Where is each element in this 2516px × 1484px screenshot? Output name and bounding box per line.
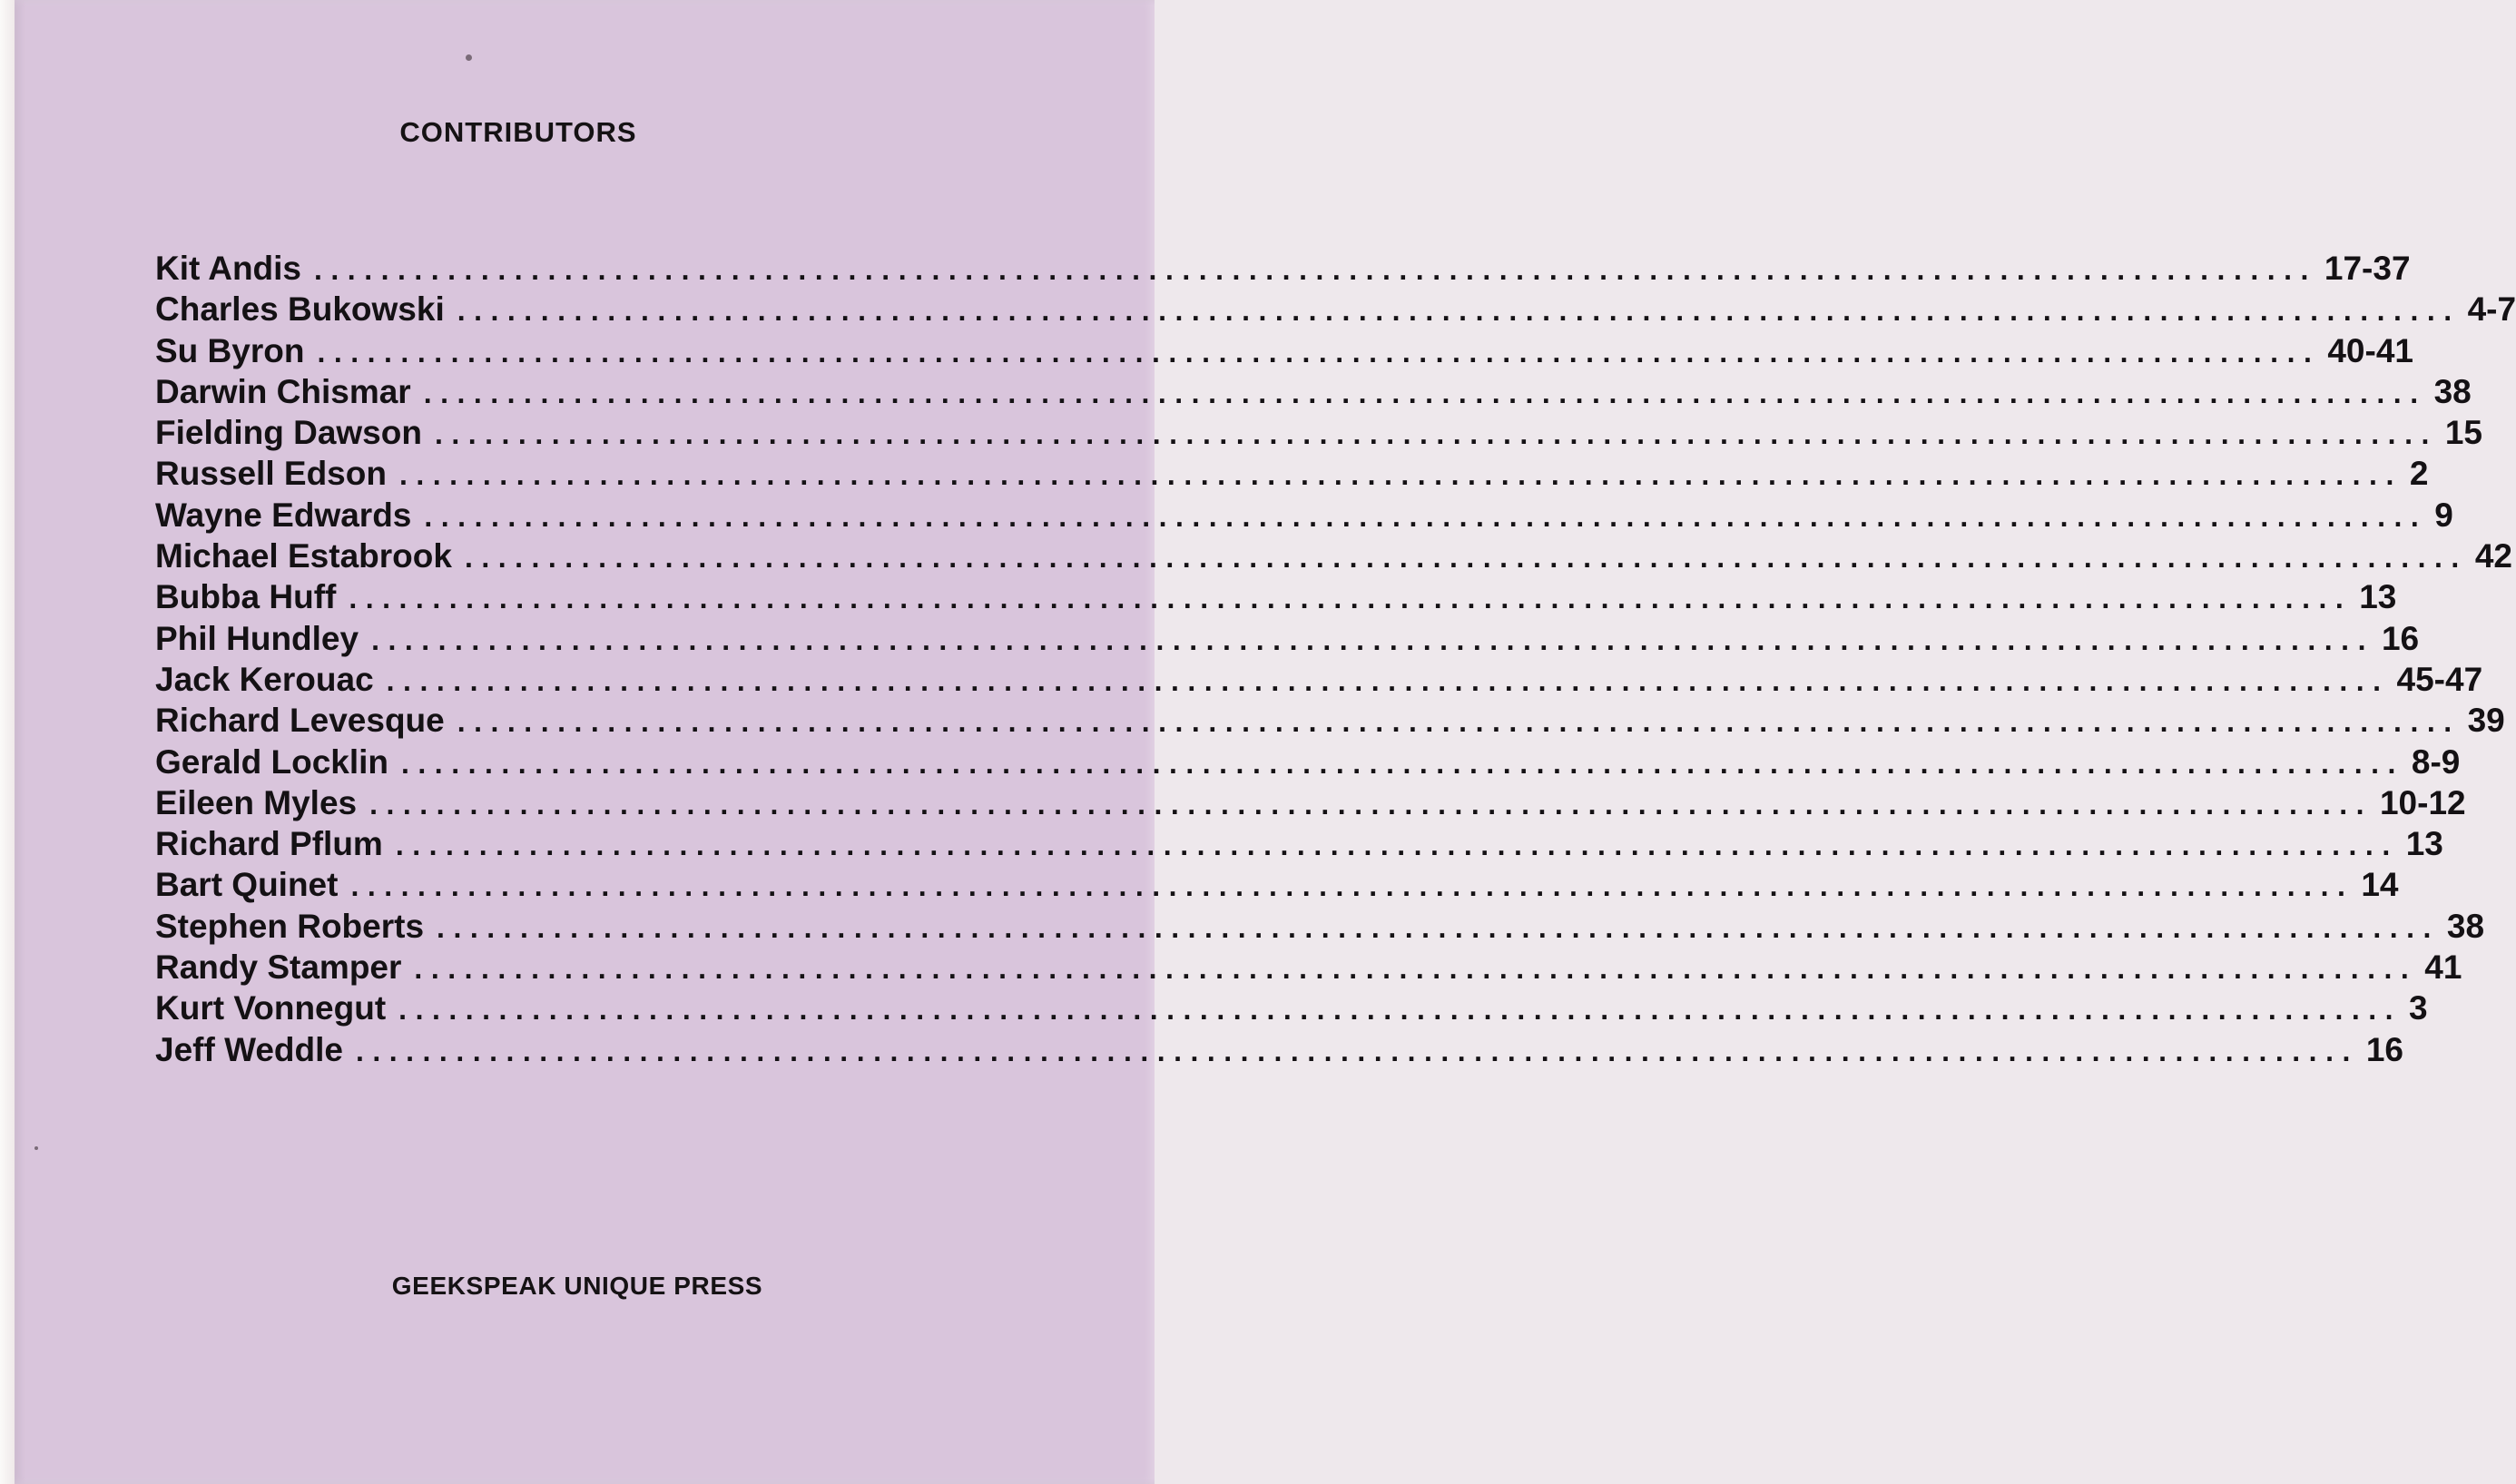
list-item bbox=[155, 702, 2505, 742]
list-item bbox=[155, 907, 2485, 948]
list-item bbox=[155, 742, 2461, 784]
page-range: 17-37 bbox=[2324, 250, 2411, 287]
list-item bbox=[155, 578, 2397, 619]
page-range: 45-47 bbox=[2396, 660, 2483, 698]
dot-leader: ........................................................................................................................ bbox=[423, 376, 2427, 409]
contributor-name: Russell Edson bbox=[155, 455, 387, 493]
dot-leader: ........................................................................................................................ bbox=[349, 582, 2353, 615]
contributor-name: Randy Stamper bbox=[155, 948, 402, 987]
list-item bbox=[155, 1030, 2403, 1072]
page-range: 15 bbox=[2444, 414, 2482, 452]
page-range: 38 bbox=[2446, 907, 2485, 945]
dot-leader: ........................................................................................................................ bbox=[395, 829, 2399, 862]
page-title: CONTRIBUTORS bbox=[399, 116, 637, 148]
page-range: 40-41 bbox=[2327, 331, 2413, 369]
dot-leader: ........................................................................................................................ bbox=[401, 746, 2404, 780]
page-range: 42 bbox=[2474, 537, 2512, 575]
dot-leader: ........................................................................................................................ bbox=[398, 993, 2403, 1027]
dot-leader: ........................................................................................................................ bbox=[414, 952, 2418, 986]
contributor-name: Kurt Vonnegut bbox=[155, 989, 387, 1027]
list-item bbox=[155, 414, 2482, 455]
dot-leader: ........................................................................................................................ bbox=[437, 910, 2440, 944]
page-range: 3 bbox=[2409, 989, 2428, 1027]
page-range: 16 bbox=[2381, 619, 2420, 657]
page-range: 4-7 bbox=[2467, 290, 2516, 329]
page-range: 8-9 bbox=[2411, 742, 2461, 781]
contributor-name: Jack Kerouac bbox=[155, 660, 374, 698]
dot-leader: ........................................................................................................................ bbox=[464, 541, 2468, 575]
page-range: 10-12 bbox=[2379, 783, 2466, 821]
page-range: 14 bbox=[2361, 866, 2399, 904]
list-item bbox=[155, 619, 2420, 661]
list-item bbox=[155, 331, 2413, 373]
list-item bbox=[155, 948, 2462, 989]
contributor-name: Michael Estabrook bbox=[155, 537, 452, 575]
contributor-name: Eileen Myles bbox=[155, 783, 358, 821]
page-range: 41 bbox=[2424, 948, 2462, 987]
contributor-name: Darwin Chismar bbox=[155, 372, 411, 410]
page-range: 13 bbox=[2405, 825, 2443, 863]
page-range: 16 bbox=[2365, 1030, 2403, 1068]
page-range: 39 bbox=[2467, 702, 2505, 740]
contributor-name: Fielding Dawson bbox=[155, 414, 422, 452]
contributor-name: Richard Pflum bbox=[155, 825, 383, 863]
list-item bbox=[155, 372, 2472, 414]
dot-leader: ........................................................................................................................ bbox=[457, 705, 2461, 739]
paper-speck bbox=[466, 54, 472, 61]
contributor-name: Gerald Locklin bbox=[155, 742, 389, 781]
publisher-name: GEEKSPEAK UNIQUE PRESS bbox=[391, 1272, 763, 1300]
list-item bbox=[155, 537, 2512, 578]
contributor-name: Phil Hundley bbox=[155, 619, 359, 657]
list-item bbox=[155, 866, 2399, 907]
book-spine-edge bbox=[0, 0, 15, 1484]
dot-leader: ........................................................................................................................ bbox=[350, 870, 2354, 903]
contributor-name: Stephen Roberts bbox=[155, 907, 425, 945]
contributor-name: Kit Andis bbox=[155, 250, 302, 287]
list-item bbox=[155, 496, 2453, 537]
contributor-name: Bubba Huff bbox=[155, 578, 337, 616]
dot-leader: ........................................................................................................................ bbox=[386, 663, 2390, 697]
dot-leader: ........................................................................................................................ bbox=[371, 623, 2374, 656]
contributor-name: Richard Levesque bbox=[155, 702, 445, 740]
list-item bbox=[155, 989, 2428, 1030]
contributor-name: Su Byron bbox=[155, 331, 305, 369]
page-range: 2 bbox=[2409, 455, 2429, 493]
contributors-list bbox=[155, 250, 2516, 1072]
contributor-name: Wayne Edwards bbox=[155, 496, 412, 534]
dot-leader: ........................................................................................................................ bbox=[424, 499, 2428, 533]
page-range: 38 bbox=[2433, 372, 2472, 410]
dot-leader: ........................................................................................................................ bbox=[317, 335, 2321, 369]
page-range: 13 bbox=[2359, 578, 2397, 616]
dot-leader: ........................................................................................................................ bbox=[457, 294, 2461, 328]
list-item bbox=[155, 825, 2443, 866]
dot-leader: ........................................................................................................................ bbox=[314, 253, 2317, 286]
contributor-name: Bart Quinet bbox=[155, 866, 339, 904]
list-item bbox=[155, 455, 2429, 496]
contributor-name: Charles Bukowski bbox=[155, 290, 445, 329]
page-range: 9 bbox=[2434, 496, 2453, 534]
dot-leader: ........................................................................................................................ bbox=[369, 787, 2373, 821]
list-item bbox=[155, 660, 2483, 702]
paper-speck bbox=[34, 1146, 38, 1150]
list-item bbox=[155, 290, 2516, 331]
page bbox=[15, 0, 2516, 1484]
list-item bbox=[155, 783, 2466, 825]
dot-leader: ........................................................................................................................ bbox=[434, 418, 2438, 451]
dot-leader: ........................................................................................................................ bbox=[398, 458, 2403, 492]
dot-leader: ........................................................................................................................ bbox=[355, 1034, 2359, 1067]
contributor-name: Jeff Weddle bbox=[155, 1030, 343, 1068]
list-item bbox=[155, 250, 2411, 290]
